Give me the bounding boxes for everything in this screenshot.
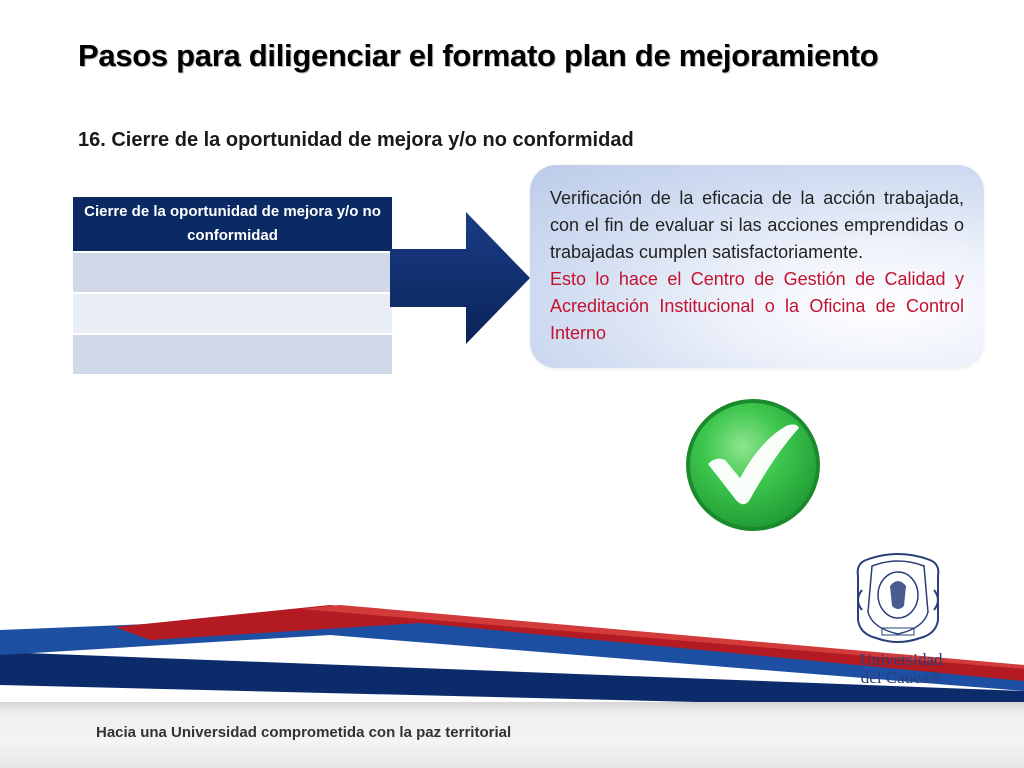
university-name-line2: del Cauca® <box>860 668 942 687</box>
table-row <box>73 253 392 294</box>
university-seal-icon <box>852 550 944 648</box>
right-arrow-icon <box>390 212 535 344</box>
footer-tagline: Hacia una Universidad comprometida con la paz territorial <box>96 724 512 741</box>
verification-callout <box>530 165 984 368</box>
callout-responsible: Esto lo hace el Centro de Gestión de Calidad y Acreditación Institucional o la Oficina de Control Interno <box>550 269 964 343</box>
closure-table <box>73 197 392 376</box>
university-name-line1: Universidad <box>859 650 943 669</box>
callout-description: Verificación de la eficacia de la acción trabajada, con el fin de evaluar si las acciones emprendidas o trabajadas cumplen satisfactoriamente. <box>550 188 964 262</box>
table-row <box>73 294 392 335</box>
table-header: Cierre de la oportunidad de mejora y/o no conformidad <box>73 197 392 253</box>
slide-title: Pasos para diligenciar el formato plan de mejoramiento <box>78 38 879 73</box>
table-row <box>73 335 392 376</box>
checkmark-icon <box>683 398 823 538</box>
slide-subtitle: 16. Cierre de la oportunidad de mejora y/o no conformidad <box>78 129 634 151</box>
university-name <box>846 651 956 687</box>
